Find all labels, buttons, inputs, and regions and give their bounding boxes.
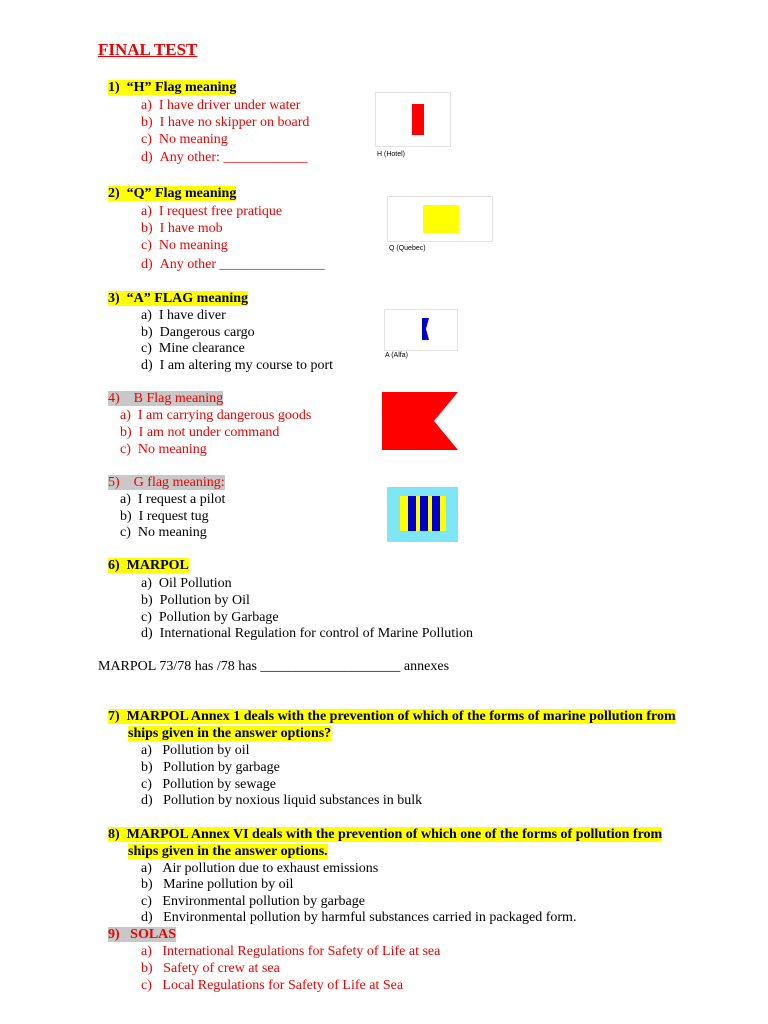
question-5: 5) G flag meaning:	[108, 475, 225, 490]
option-row[interactable]: c) Environmental pollution by garbage	[141, 894, 365, 909]
question-3: 3) “A” FLAG meaning	[108, 291, 249, 306]
option-row[interactable]: a) I have diver	[141, 308, 226, 323]
flag-a-image	[384, 309, 458, 351]
option-row[interactable]: d) Pollution by noxious liquid substances in bulk	[141, 793, 423, 808]
flag-a-caption: A (Alfa)	[385, 352, 408, 359]
question-7: 7) MARPOL Annex 1 deals with the prevention of which of the forms of marine pollution from	[108, 709, 676, 724]
flag-h-image	[375, 92, 451, 147]
option-row[interactable]: b) I request tug	[120, 509, 209, 524]
question-2: 2) “Q” Flag meaning	[108, 186, 237, 201]
question-9: 9) SOLAS	[108, 927, 177, 942]
option-row[interactable]: b) Pollution by garbage	[141, 760, 280, 775]
option-row[interactable]: c) No meaning	[120, 525, 207, 540]
option-row[interactable]: d) Any other: ____________	[141, 150, 308, 165]
flag-h-red-stripe	[412, 104, 424, 135]
option-row[interactable]: b) Pollution by Oil	[141, 593, 250, 608]
flag-h-caption: H (Hotel)	[377, 151, 406, 158]
option-row[interactable]: a) I request a pilot	[120, 492, 226, 507]
question-6: 6) MARPOL	[108, 558, 189, 573]
option-row[interactable]: a) International Regulations for Safety of Life at sea	[141, 944, 441, 959]
flag-q-caption: Q (Quebec)	[389, 245, 426, 252]
question-4: 4) B Flag meaning	[108, 391, 224, 406]
option-row[interactable]: d) Environmental pollution by harmful substances carried in packaged form.	[141, 910, 577, 925]
option-row[interactable]: a) I have driver under water	[141, 98, 301, 113]
option-row[interactable]: c) No meaning	[141, 238, 228, 253]
option-row[interactable]: a) I request free pratique	[141, 204, 283, 219]
option-row[interactable]: c) Local Regulations for Safety of Life at Sea	[141, 978, 404, 993]
option-row[interactable]: b) I have mob	[141, 221, 223, 236]
flag-q-image	[387, 196, 493, 242]
question-8: 8) MARPOL Annex VI deals with the prevention of which one of the forms of pollution from	[108, 827, 663, 842]
flag-a-swallowtail	[385, 310, 457, 350]
option-row[interactable]: d) Any other _______________	[141, 257, 325, 272]
fill-in-question[interactable]: MARPOL 73/78 has /78 has ____________________ annexes	[98, 659, 450, 674]
option-row[interactable]: c) Pollution by sewage	[141, 777, 276, 792]
option-row[interactable]: a) I am carrying dangerous goods	[120, 408, 312, 423]
option-row[interactable]: c) Mine clearance	[141, 341, 245, 356]
option-row[interactable]: b) Marine pollution by oil	[141, 877, 294, 892]
question-1: 1) “H” Flag meaning	[108, 80, 237, 95]
flag-b-image	[382, 392, 458, 450]
question-7-line-2: ships given in the answer options?	[128, 726, 332, 741]
option-row[interactable]: b) I have no skipper on board	[141, 115, 310, 130]
flag-g-image	[387, 487, 458, 542]
option-row[interactable]: d) I am altering my course to port	[141, 358, 334, 373]
flag-q-yellow-square	[423, 205, 459, 233]
option-row[interactable]: d) International Regulation for control of Marine Pollution	[141, 626, 474, 641]
option-row[interactable]: b) I am not under command	[120, 425, 280, 440]
option-row[interactable]: a) Oil Pollution	[141, 576, 232, 591]
option-row[interactable]: c) No meaning	[141, 132, 228, 147]
option-row[interactable]: b) Dangerous cargo	[141, 325, 255, 340]
option-row[interactable]: b) Safety of crew at sea	[141, 961, 280, 976]
option-row[interactable]: c) No meaning	[120, 442, 207, 457]
option-row[interactable]: a) Pollution by oil	[141, 743, 250, 758]
page-title: FINAL TEST	[98, 40, 198, 59]
question-8-line-2: ships given in the answer options.	[128, 844, 328, 859]
option-row[interactable]: c) Pollution by Garbage	[141, 610, 279, 625]
option-row[interactable]: a) Air pollution due to exhaust emissions	[141, 861, 379, 876]
